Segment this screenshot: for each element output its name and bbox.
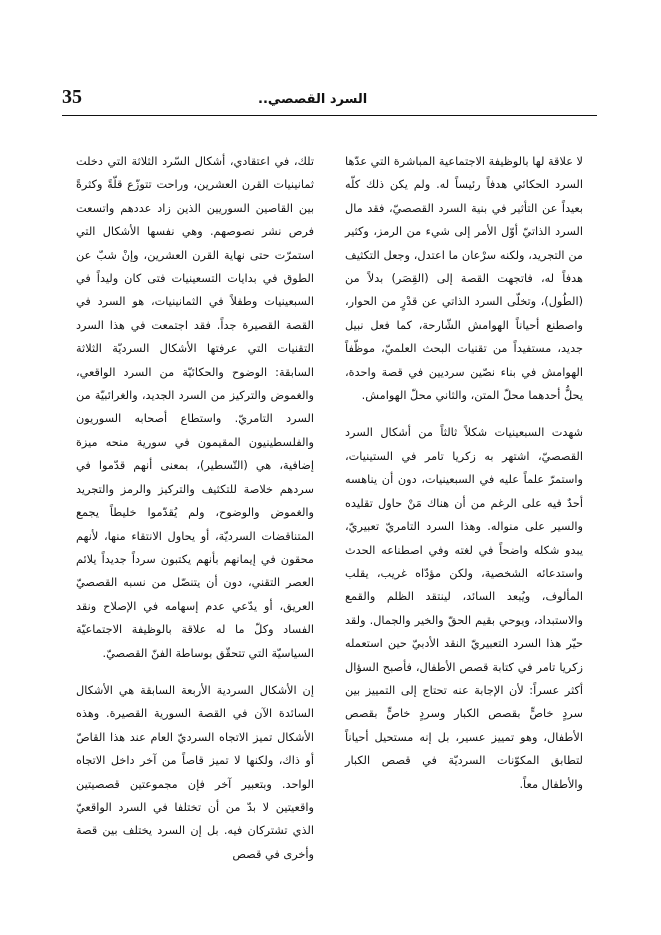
paragraph: شهدت السبعينيات شكلاً ثالثاً من أشكال السرد القصصيّ، اشتهر به زكريا تامر في الستينيات، واستمرّ علماً عليه في السبعينيات، دون أن يناهسه أحدٌ فيه على الرغم من أن هناك مَنْ حاول تقليده والسير على منواله. وهذا السرد التامريّ تعبيريّ، يبدو شكله واضحاً في لغته وفي اصطناعه الحدث واستدعائه الشخصية، ولكن مؤدّاه غريب، يقلب المألوف، ويُبعد السائد، لينتقد الظلم والقمع والاستبداد، ويوحي بقيم الحقّ والخير والجمال. ولقد حيّر هذا السرد التعبيريّ النقد الأدبيّ حين استعمله زكريا تامر في كتابة قصص الأطفال، فأصبح السؤال أكثر عسراً: لأن الإجابة عنه تحتاج إلى التمييز بين سردٍ خاصٍّ بقصص الكبار وسردٍ خاصٍّ بقصص الأطفال، وهو تمييز عسير، بل إنه مستحيل أحياناً لتطابق المكوّنات السرديّة في قصص الكبار والأطفال معاً. <box>345 426 583 791</box>
paragraph: لا علاقة لها بالوظيفة الاجتماعية المباشرة التي عدّها السرد الحكائي هدفاً رئيساً له. ولم يكن ذلك كلّه بعيداً عن التأثير في بنية السرد القصصيّ، فقد مال السرد الذاتيّ أوّل الأمر إلى شيء من الرمز، وكثير من التجريد، ولكنه سرْعان ما اعتدل، وجعل التكثيف هدفاً له، فاتجهت القصة إلى (القِصَر) بدلاً من (الطُول)، وتخلّى السرد الذاتي عن قدْرٍ من الحوار، واصطنع أحياناً الهوامش الشّارحة، كما فعل نبيل جديد، مستفيداً من تقنيات البحث العلميّ، موظّفاً الهوامش في بناء نصّين سرديين في قصة واحدة، يحلُّ أحدهما محلّ المتن، والثاني محلّ الهوامش. <box>345 155 583 403</box>
header-divider <box>62 115 597 116</box>
text-column-right <box>345 150 583 796</box>
paragraph: إن الأشكال السردية الأربعة السابقة هي الأشكال السائدة الآن في القصة السورية القصيرة. وهذه الأشكال تميز الاتجاه السرديّ العام عند هذا القاصّ أو ذاك، ولكنها لا تميز قاصاً من آخر داخل الاتجاه الواحد. وبتعبير آخر فإن مجموعتين قصصيتين واقعيتين لا بدّ من أن تختلفا في السرد الواقعيّ الذي تشتركان فيه. بل إن السرد يختلف بين قصة وأخرى في قصص <box>76 683 314 861</box>
page-number: 35 <box>62 86 82 108</box>
text-column-left <box>76 150 314 866</box>
running-title: السرد القصصي.. <box>258 92 368 107</box>
paragraph: تلك، في اعتقادي، أشكال السّرد الثلاثة التي دخلت ثمانينيات القرن العشرين، وراحت تتوزّع قلّةً وكثرةً بين القاصين السوريين الذين زاد عددهم واتسعت فرص نشر نصوصهم. وهي نفسها الأشكال التي استمرّت حتى نهاية القرن العشرين، وإنْ شبّ عن الطوق في بدايات التسعينيات فتى كان وليداً في السبعينيات وطفلاً في الثمانينيات، هو السرد في القصة القصيرة جداً. فقد اجتمعت في هذا السرد التقنيات التي عرفتها الأشكال السرديّة الثلاثة السابقة: الوضوح والحكائيّة من السرد الواقعي، والغموض والتركيز من السرد الجديد، والغرائبيّة من السرد التامريّ. واستطاع أصحابه السوريون والفلسطينيون المقيمون في سورية منحه ميزة إضافية، هي (التّسطير)، بمعنى أنهم قدّموا في سردهم خلاصة للتكثيف والتركيز والرمز والتجريد والغموض والوضوح، ولم يُقدّموا خليطاً يجمع المتناقضات السرديّة، أو يحاول الانتقاء منها، لأنهم محقون في إيمانهم بأنهم يكتبون سرداً جديداً يلائم العصر التقني، دون أن يتنصّل من نسبه القصصيّ العريق، أو يدّعي عدم إسهامه في الإصلاح ونقد الفساد وكلّ ما له علاقة بالوظيفة الاجتماعيّة السياسيّة التي تتحقّق بوساطة الفنّ القصصيّ. <box>76 155 314 660</box>
